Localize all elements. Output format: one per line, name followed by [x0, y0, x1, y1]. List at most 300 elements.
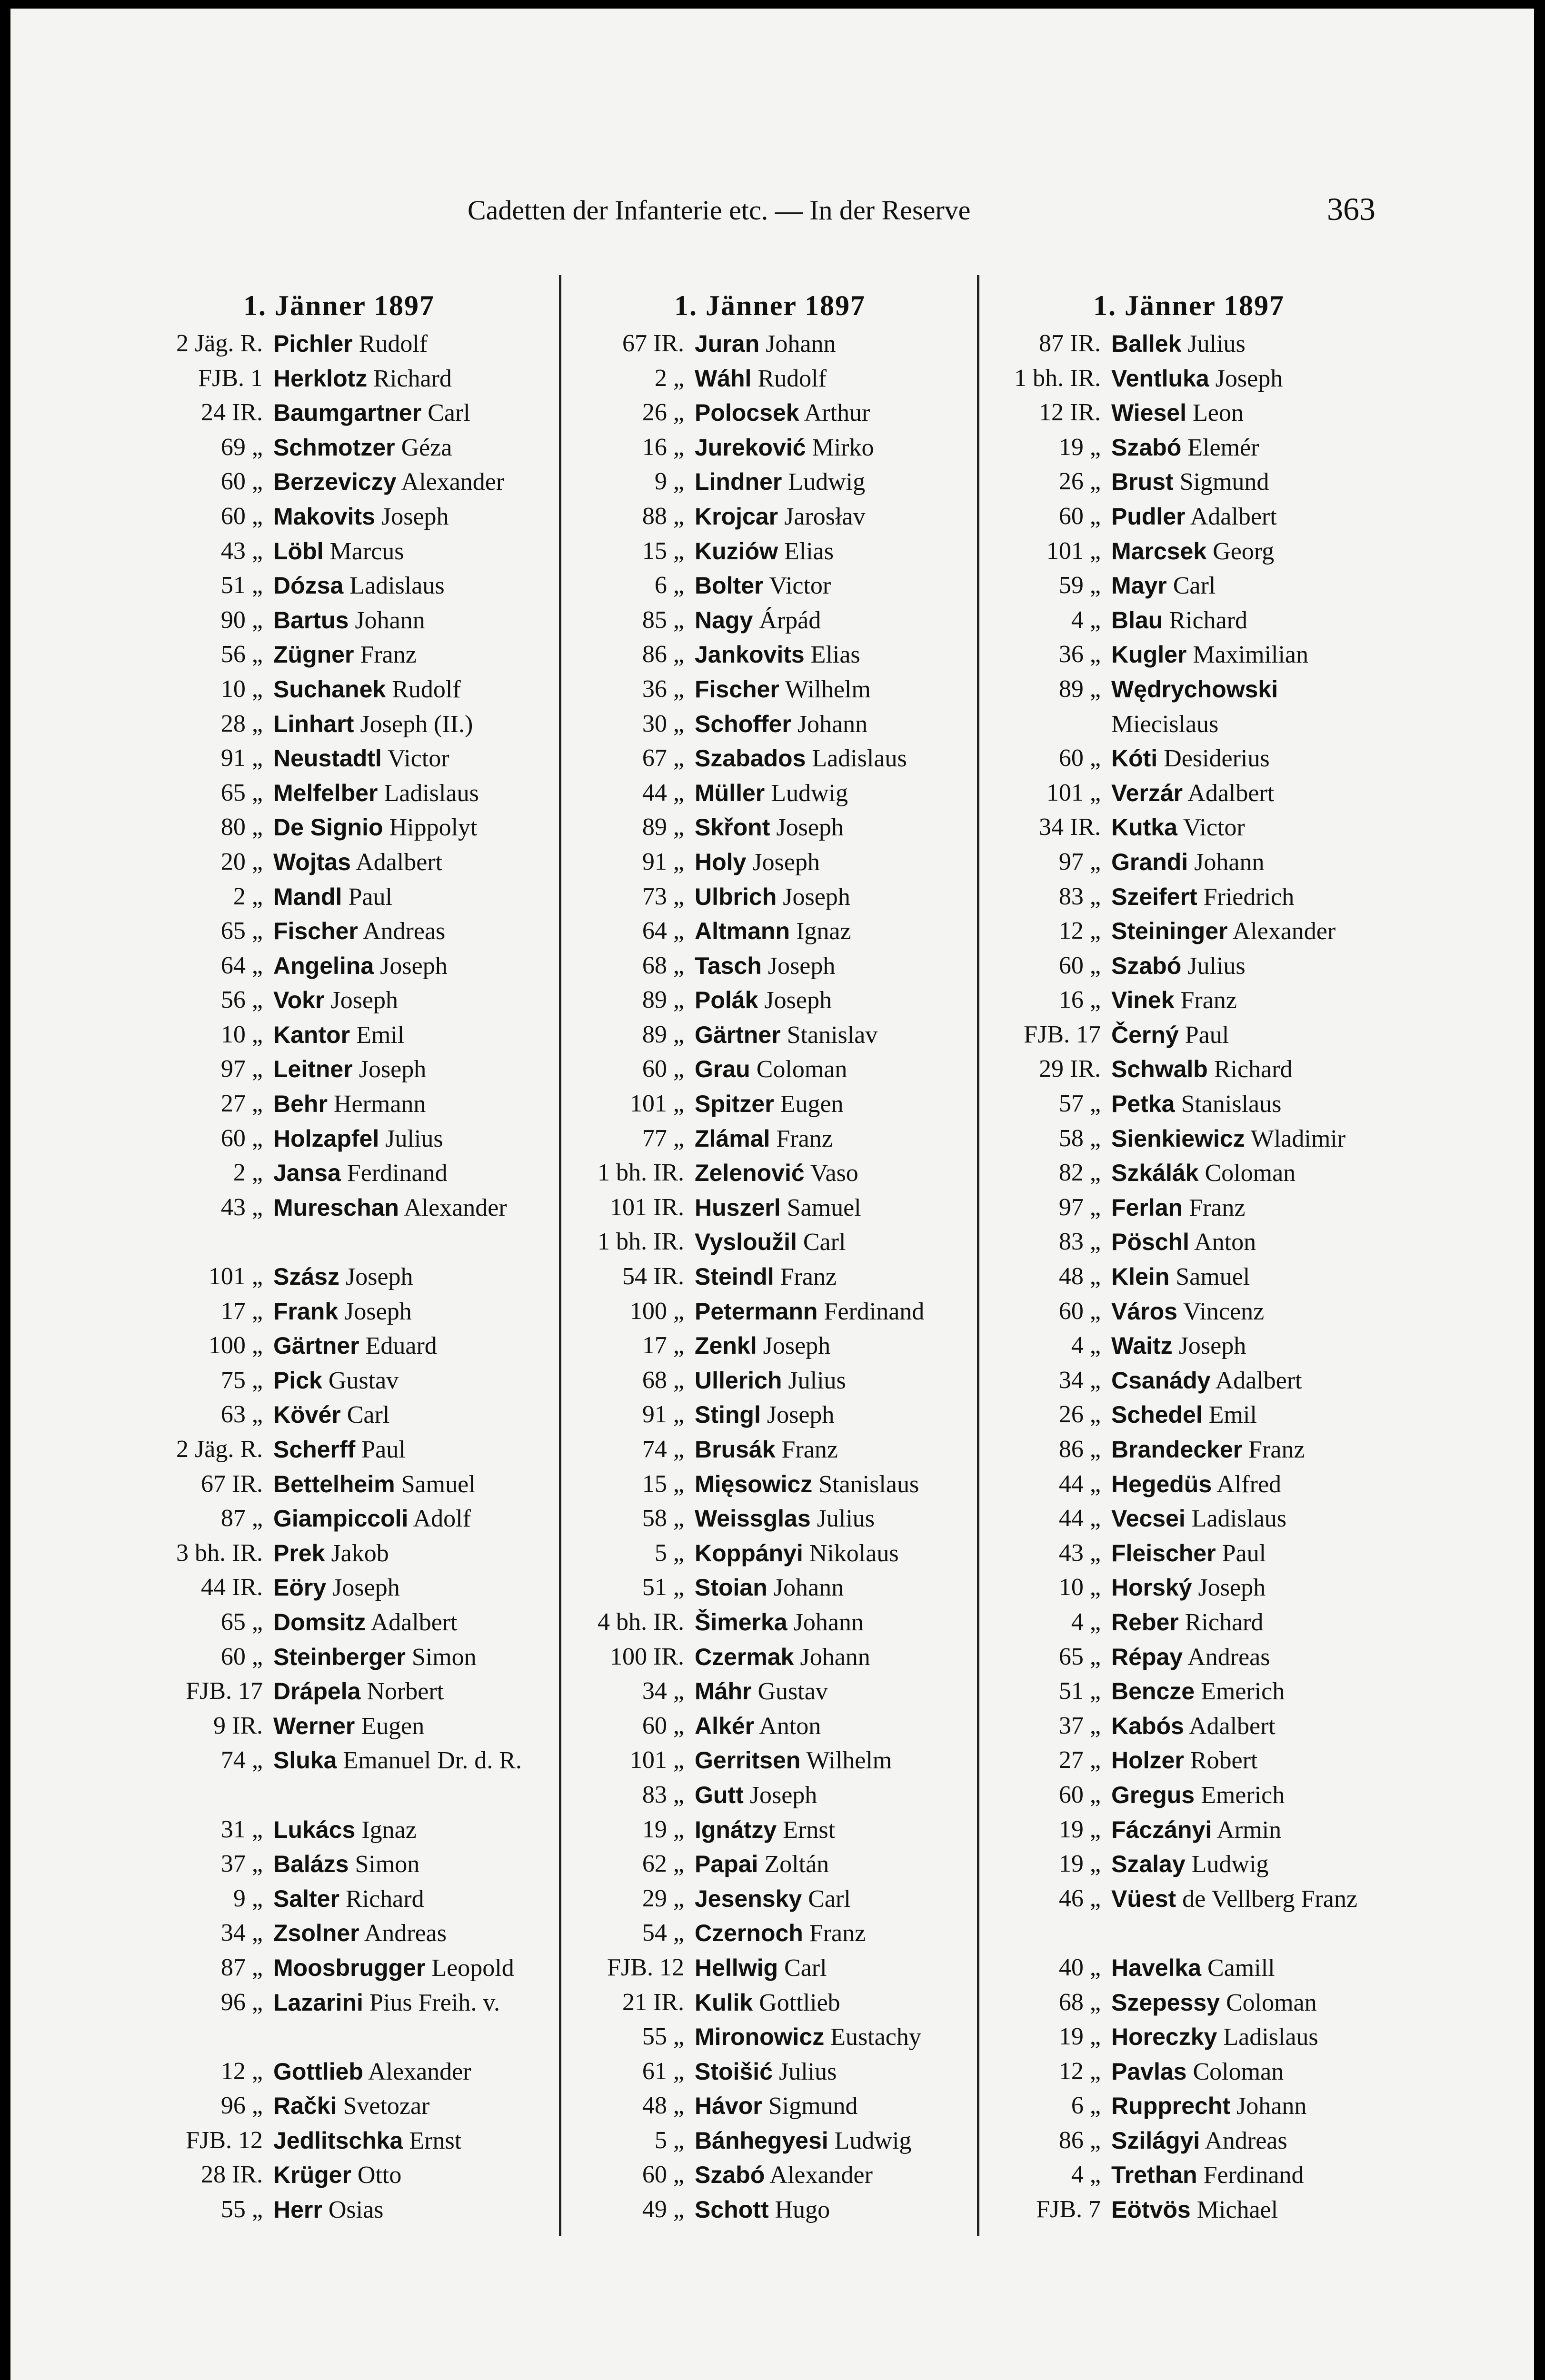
- unit-designation: 57 „: [1058, 1090, 1101, 1118]
- surname: Bencze: [1111, 1678, 1195, 1705]
- roster-entry: [565, 1294, 975, 1329]
- roster-entry: [125, 776, 553, 811]
- given-name: Gustav: [758, 1678, 828, 1706]
- given-name: Osias: [328, 2196, 384, 2224]
- unit-designation: 9 IR.: [213, 1712, 263, 1739]
- cadet-name: [273, 1501, 553, 1536]
- cadet-name: [695, 1225, 975, 1259]
- unit-designation: 74 „: [220, 1746, 263, 1774]
- roster-entry: [565, 1951, 975, 1985]
- given-name: Johann: [773, 1574, 844, 1602]
- given-name: Hermann: [333, 1091, 426, 1118]
- unit-designation: 65 „: [220, 917, 263, 945]
- given-name: Vaso: [810, 1160, 858, 1187]
- cadet-name: [695, 1778, 975, 1813]
- unit-designation: 100 „: [629, 1297, 684, 1325]
- unit-designation: 68 „: [642, 1366, 684, 1394]
- unit-designation: 44 IR.: [201, 1574, 263, 1601]
- unit-designation: 97 „: [220, 1055, 263, 1083]
- cadet-name: [695, 1640, 975, 1675]
- given-name: Ludwig: [834, 2127, 912, 2154]
- roster-entry: [987, 499, 1391, 534]
- surname: Ferlan: [1111, 1194, 1183, 1221]
- roster-entry: [125, 568, 553, 603]
- cadet-name: [695, 1432, 975, 1467]
- roster-entry: [987, 1640, 1391, 1675]
- roster-entry: [987, 637, 1391, 672]
- roster-entry: [125, 327, 553, 361]
- surname: Czermak: [695, 1643, 794, 1670]
- roster-column-2: [565, 285, 975, 2227]
- surname: Kantor: [273, 1021, 350, 1048]
- cadet-name: [273, 1951, 553, 1985]
- surname: Steindl: [695, 1263, 774, 1290]
- cadet-name: [1111, 1778, 1391, 1813]
- roster-entry: [987, 1536, 1391, 1571]
- given-name: Alexander: [1232, 918, 1336, 945]
- unit-designation: 58 „: [642, 1505, 684, 1532]
- surname: Salter: [273, 1885, 339, 1912]
- unit-designation: 10 „: [1058, 1574, 1101, 1601]
- given-name: Emil: [1208, 1401, 1257, 1429]
- cadet-name: [1111, 568, 1391, 603]
- roster-entry: [565, 1225, 975, 1259]
- entry-list: [987, 327, 1391, 2227]
- given-name: Andreas: [364, 1920, 447, 1947]
- roster-entry: [565, 1018, 975, 1052]
- given-name: Joseph: [1178, 1332, 1246, 1360]
- surname: Kugler: [1111, 641, 1187, 668]
- unit-designation: 56 „: [220, 641, 263, 668]
- surname: Schwalb: [1111, 1056, 1208, 1083]
- unit-designation: 101 „: [629, 1090, 684, 1118]
- given-name: Friedrich: [1203, 883, 1295, 911]
- given-name: Hippolyt: [389, 814, 478, 842]
- unit-designation: 64 „: [220, 952, 263, 979]
- cadet-name: [1111, 534, 1391, 569]
- surname: Vysloužil: [695, 1229, 797, 1256]
- roster-entry: [987, 1882, 1391, 1951]
- cadet-name: [273, 2089, 553, 2123]
- surname: Wáhl: [695, 365, 752, 392]
- given-name: Richard: [345, 1885, 424, 1913]
- cadet-name: [273, 1432, 553, 1467]
- given-name: Ferdinand: [347, 1160, 448, 1187]
- unit-designation: 48 „: [642, 2092, 684, 2120]
- roster-entry: [125, 983, 553, 1018]
- cadet-name: [695, 1052, 975, 1087]
- cadet-name: [273, 2192, 553, 2227]
- column-heading: 1. Jänner 1897: [674, 290, 866, 321]
- roster-entry: [565, 1467, 975, 1502]
- given-name: Eugen: [780, 1091, 844, 1118]
- cadet-name: [695, 1570, 975, 1605]
- given-name: Carl: [803, 1229, 846, 1256]
- given-name: Leopold: [431, 1954, 514, 1982]
- surname: Scherff: [273, 1436, 356, 1463]
- given-name: Rudolf: [392, 675, 461, 703]
- roster-entry: [987, 2020, 1391, 2054]
- cadet-name: [695, 1190, 975, 1225]
- surname: Makovits: [273, 503, 375, 530]
- roster-entry: [125, 1190, 553, 1259]
- surname: Skřont: [695, 814, 770, 841]
- roster-entry: [565, 1087, 975, 1121]
- roster-entry: [125, 845, 553, 880]
- unit-designation: 68 „: [642, 952, 684, 979]
- given-name: Sigmund: [768, 2092, 858, 2120]
- roster-entry: [565, 1847, 975, 1882]
- unit-designation: 9 „: [233, 1884, 263, 1912]
- roster-entry: [565, 1640, 975, 1675]
- surname: Pichler: [273, 330, 353, 357]
- unit-designation: 29 IR.: [1039, 1055, 1101, 1083]
- given-name: Ladislaus: [384, 779, 479, 807]
- surname: Schott: [695, 2196, 769, 2223]
- given-name: Andreas: [1187, 1643, 1270, 1671]
- cadet-name: [695, 776, 975, 811]
- cadet-name: [695, 949, 975, 983]
- roster-entry: [987, 1052, 1391, 1087]
- given-name: Ladislaus: [1223, 2023, 1318, 2051]
- surname: Sienkiewicz: [1111, 1125, 1245, 1152]
- given-name: Franz: [360, 641, 417, 669]
- surname: Lukács: [273, 1816, 356, 1843]
- cadet-name: [273, 949, 553, 983]
- cadet-name: [273, 1709, 553, 1744]
- roster-entry: [125, 1916, 553, 1951]
- roster-entry: [125, 1985, 553, 2054]
- surname: Blau: [1111, 606, 1163, 634]
- roster-entry: [125, 1743, 553, 1812]
- unit-designation: 101 IR.: [610, 1193, 684, 1221]
- unit-designation: 61 „: [642, 2057, 684, 2085]
- roster-entry: [987, 1778, 1391, 1813]
- surname: Linhart: [273, 710, 354, 737]
- roster-entry: [987, 1467, 1391, 1502]
- surname: Fáczányi: [1111, 1816, 1212, 1843]
- unit-designation: 30 „: [642, 710, 684, 737]
- given-name: Adalbert: [1215, 1367, 1302, 1394]
- unit-designation: 44 „: [1058, 1505, 1101, 1532]
- unit-designation: 6 „: [1071, 2092, 1101, 2120]
- given-name: Elias: [810, 641, 860, 669]
- roster-entry: [125, 1156, 553, 1190]
- roster-entry: [987, 2089, 1391, 2123]
- unit-designation: 86 „: [642, 641, 684, 668]
- given-name: Ladislaus: [812, 745, 907, 773]
- cadet-name: [1111, 2089, 1391, 2123]
- cadet-name: [1111, 430, 1391, 465]
- unit-designation: 4 „: [1071, 2161, 1101, 2189]
- unit-designation: 4 „: [1071, 606, 1101, 634]
- given-name: Wladimir: [1250, 1125, 1346, 1152]
- given-name: Johann: [797, 710, 868, 738]
- cadet-name: [695, 637, 975, 672]
- unit-designation: 2 „: [654, 364, 684, 392]
- cadet-name: [1111, 2158, 1391, 2192]
- given-name: Joseph: [776, 814, 844, 842]
- surname: Balázs: [273, 1851, 349, 1878]
- surname: Lindner: [695, 468, 782, 496]
- roster-entry: [125, 949, 553, 983]
- unit-designation: 40 „: [1058, 1954, 1101, 1981]
- surname: Domsitz: [273, 1608, 366, 1636]
- cadet-name: [1111, 1882, 1391, 1951]
- unit-designation: 100 IR.: [610, 1643, 684, 1670]
- given-name: Ignaz: [361, 1816, 417, 1844]
- cadet-name: [1111, 1743, 1391, 1778]
- given-name: Franz: [780, 1263, 837, 1291]
- unit-designation: 20 „: [220, 848, 263, 875]
- given-name: Joseph: [332, 1574, 400, 1602]
- surname: Szabó: [1111, 434, 1182, 461]
- cadet-name: [695, 2020, 975, 2054]
- unit-designation: 60 „: [642, 2161, 684, 2189]
- given-name: Franz: [776, 1125, 833, 1152]
- unit-designation: 19 „: [1058, 1815, 1101, 1843]
- cadet-name: [273, 1640, 553, 1675]
- roster-entry: [125, 361, 553, 396]
- roster-entry: [565, 810, 975, 845]
- surname: Šimerka: [695, 1608, 787, 1636]
- surname: Huszerl: [695, 1194, 781, 1221]
- unit-designation: 15 „: [642, 537, 684, 565]
- unit-designation: 9 „: [654, 468, 684, 496]
- given-name: Samuel: [1176, 1263, 1250, 1291]
- surname: Gottlieb: [273, 2058, 363, 2085]
- unit-designation: 62 „: [642, 1850, 684, 1878]
- surname: Gärtner: [695, 1021, 781, 1048]
- roster-entry: [987, 1743, 1391, 1778]
- cadet-name: [695, 1398, 975, 1432]
- given-name: Alexander: [404, 1194, 507, 1221]
- given-name: Johann: [1236, 2092, 1307, 2120]
- roster-entry: [125, 1605, 553, 1640]
- surname: Jedlitschka: [273, 2127, 403, 2154]
- roster-entry: [125, 2054, 553, 2089]
- unit-designation: 83 „: [642, 1781, 684, 1808]
- roster-entry: [565, 430, 975, 465]
- surname: Répay: [1111, 1643, 1183, 1670]
- roster-entry: [125, 1640, 553, 1675]
- cadet-name: [695, 1156, 975, 1190]
- cadet-name: [695, 396, 975, 430]
- roster-entry: [125, 430, 553, 465]
- cadet-name: [695, 1259, 975, 1294]
- unit-designation: 27 „: [220, 1090, 263, 1118]
- given-name: Emil: [356, 1021, 405, 1049]
- roster-entry: [987, 845, 1391, 880]
- given-name: Adalbert: [356, 848, 443, 876]
- roster-entry: [565, 499, 975, 534]
- cadet-name: [1111, 1709, 1391, 1744]
- given-name: Johann: [793, 1608, 864, 1636]
- unit-designation: 54 „: [642, 1919, 684, 1947]
- given-name: Richard: [1185, 1608, 1264, 1636]
- given-name: Carl: [808, 1885, 851, 1913]
- unit-designation: 1 bh. IR.: [1014, 364, 1101, 392]
- surname: Horský: [1111, 1574, 1192, 1601]
- given-name: Adalbert: [1190, 503, 1277, 530]
- surname: Neustadtl: [273, 745, 382, 772]
- surname: Vinek: [1111, 987, 1175, 1014]
- surname: Petermann: [695, 1298, 818, 1325]
- roster-entry: [125, 1294, 553, 1329]
- given-name: Elias: [784, 537, 834, 565]
- given-name: Joseph: [767, 1401, 835, 1429]
- cadet-name: [695, 1363, 975, 1398]
- unit-designation: 100 „: [208, 1332, 263, 1359]
- cadet-name: [1111, 741, 1391, 776]
- roster-entry: [565, 1778, 975, 1813]
- unit-designation: 89 „: [642, 1021, 684, 1048]
- roster-entry: [125, 1674, 553, 1709]
- roster-entry: [987, 1018, 1391, 1052]
- given-name: Joseph: [749, 1781, 817, 1809]
- unit-designation: 97 „: [1058, 1193, 1101, 1221]
- cadet-name: [1111, 2192, 1391, 2227]
- unit-designation: 5 „: [654, 2126, 684, 2154]
- surname: Hellwig: [695, 1954, 778, 1981]
- given-name: Robert: [1190, 1747, 1258, 1775]
- unit-designation: 87 „: [220, 1954, 263, 1981]
- unit-designation: 27 „: [1058, 1746, 1101, 1774]
- unit-designation: 82 „: [1058, 1159, 1101, 1187]
- unit-designation: 77 „: [642, 1124, 684, 1152]
- roster-entry: [987, 396, 1391, 430]
- given-name: Elemér: [1187, 434, 1259, 461]
- given-name: Ludwig: [771, 779, 848, 807]
- roster-entry: [125, 1432, 553, 1467]
- roster-entry: [125, 2089, 553, 2123]
- given-name: Simon: [411, 1643, 477, 1671]
- roster-entry: [987, 1813, 1391, 1847]
- unit-designation: 60 „: [1058, 952, 1101, 979]
- unit-designation: 101 „: [629, 1746, 684, 1774]
- unit-designation: FJB. 12: [607, 1954, 684, 1981]
- roster-entry: [565, 2158, 975, 2192]
- cadet-name: [273, 534, 553, 569]
- cadet-name: [1111, 845, 1391, 880]
- surname: Szalay: [1111, 1851, 1186, 1878]
- cadet-name: [273, 1536, 553, 1571]
- unit-designation: FJB. 12: [186, 2126, 263, 2154]
- unit-designation: 65 „: [220, 1608, 263, 1636]
- given-name: Alfred: [1216, 1470, 1282, 1498]
- unit-designation: 2 Jäg. R.: [176, 1436, 263, 1463]
- cadet-name: [1111, 1156, 1391, 1190]
- surname: Behr: [273, 1091, 328, 1118]
- given-name: Carl: [1173, 572, 1216, 600]
- cadet-name: [273, 1847, 553, 1882]
- surname: Lazarini: [273, 1989, 363, 2016]
- cadet-name: [1111, 914, 1391, 949]
- unit-designation: 54 IR.: [622, 1263, 684, 1290]
- cadet-name: [273, 1363, 553, 1398]
- surname: Zenkl: [695, 1332, 757, 1359]
- cadet-name: [273, 810, 553, 845]
- surname: Mandl: [273, 883, 342, 910]
- given-name: Adalbert: [370, 1608, 458, 1636]
- unit-designation: 85 „: [642, 606, 684, 634]
- cadet-name: [273, 880, 553, 914]
- cadet-name: [695, 707, 975, 742]
- given-name: Franz: [809, 1920, 866, 1947]
- unit-designation: 17 „: [642, 1332, 684, 1359]
- roster-entry: [565, 1743, 975, 1778]
- given-name: Adalbert: [1188, 1712, 1276, 1740]
- roster-entry: [565, 1709, 975, 1744]
- roster-entry: [987, 1259, 1391, 1294]
- roster-entry: [565, 1674, 975, 1709]
- roster-entry: [987, 603, 1391, 638]
- roster-entry: [125, 499, 553, 534]
- surname: Fleischer: [1111, 1539, 1216, 1567]
- surname: Grau: [695, 1056, 750, 1083]
- unit-designation: 49 „: [642, 2196, 684, 2223]
- cadet-name: [695, 568, 975, 603]
- roster-entry: [125, 1087, 553, 1121]
- cadet-name: [1111, 1674, 1391, 1709]
- given-name: Victor: [1183, 814, 1245, 842]
- cadet-name: [695, 845, 975, 880]
- surname: Herklotz: [273, 365, 368, 392]
- given-name: Ladislaus: [1191, 1505, 1287, 1533]
- surname: Ullerich: [695, 1367, 782, 1394]
- cadet-name: [1111, 1052, 1391, 1087]
- surname: Zelenović: [695, 1160, 805, 1187]
- given-name: Miecislaus: [1111, 710, 1219, 738]
- surname: Horeczky: [1111, 2023, 1217, 2051]
- surname: Koppányi: [695, 1539, 803, 1567]
- roster-entry: [125, 914, 553, 949]
- unit-designation: 28 „: [220, 710, 263, 737]
- roster-entry: [125, 1847, 553, 1882]
- cadet-name: [1111, 361, 1391, 396]
- cadet-name: [1111, 1294, 1391, 1329]
- cadet-name: [273, 776, 553, 811]
- unit-designation: 43 „: [220, 1193, 263, 1221]
- given-name: Ferdinand: [1203, 2162, 1304, 2189]
- unit-designation: 26 „: [642, 399, 684, 426]
- cadet-name: [1111, 1813, 1391, 1847]
- cadet-name: [273, 1916, 553, 1951]
- given-name: Samuel: [401, 1470, 476, 1498]
- roster-entry: [565, 396, 975, 430]
- surname: Szilágyi: [1111, 2127, 1200, 2154]
- unit-designation: 4 „: [1071, 1332, 1101, 1359]
- given-name: Mirko: [812, 434, 874, 461]
- given-name: Julius: [788, 1367, 846, 1394]
- roster-entry: [125, 465, 553, 499]
- surname: Holzer: [1111, 1747, 1184, 1774]
- given-name: Sigmund: [1179, 468, 1269, 496]
- cadet-name: [695, 1985, 975, 2020]
- cadet-name: [1111, 1847, 1391, 1882]
- roster-entry: [565, 1190, 975, 1225]
- roster-entry: [565, 1363, 975, 1398]
- cadet-name: [273, 1813, 553, 1847]
- surname: Kuziów: [695, 537, 778, 565]
- unit-designation: 2 „: [233, 883, 263, 910]
- given-name: Joseph: [381, 503, 449, 530]
- roster-entry: [125, 1363, 553, 1398]
- roster-entry: [565, 845, 975, 880]
- roster-entry: [125, 1018, 553, 1052]
- cadet-name: [1111, 1329, 1391, 1363]
- roster-entry: [565, 1813, 975, 1847]
